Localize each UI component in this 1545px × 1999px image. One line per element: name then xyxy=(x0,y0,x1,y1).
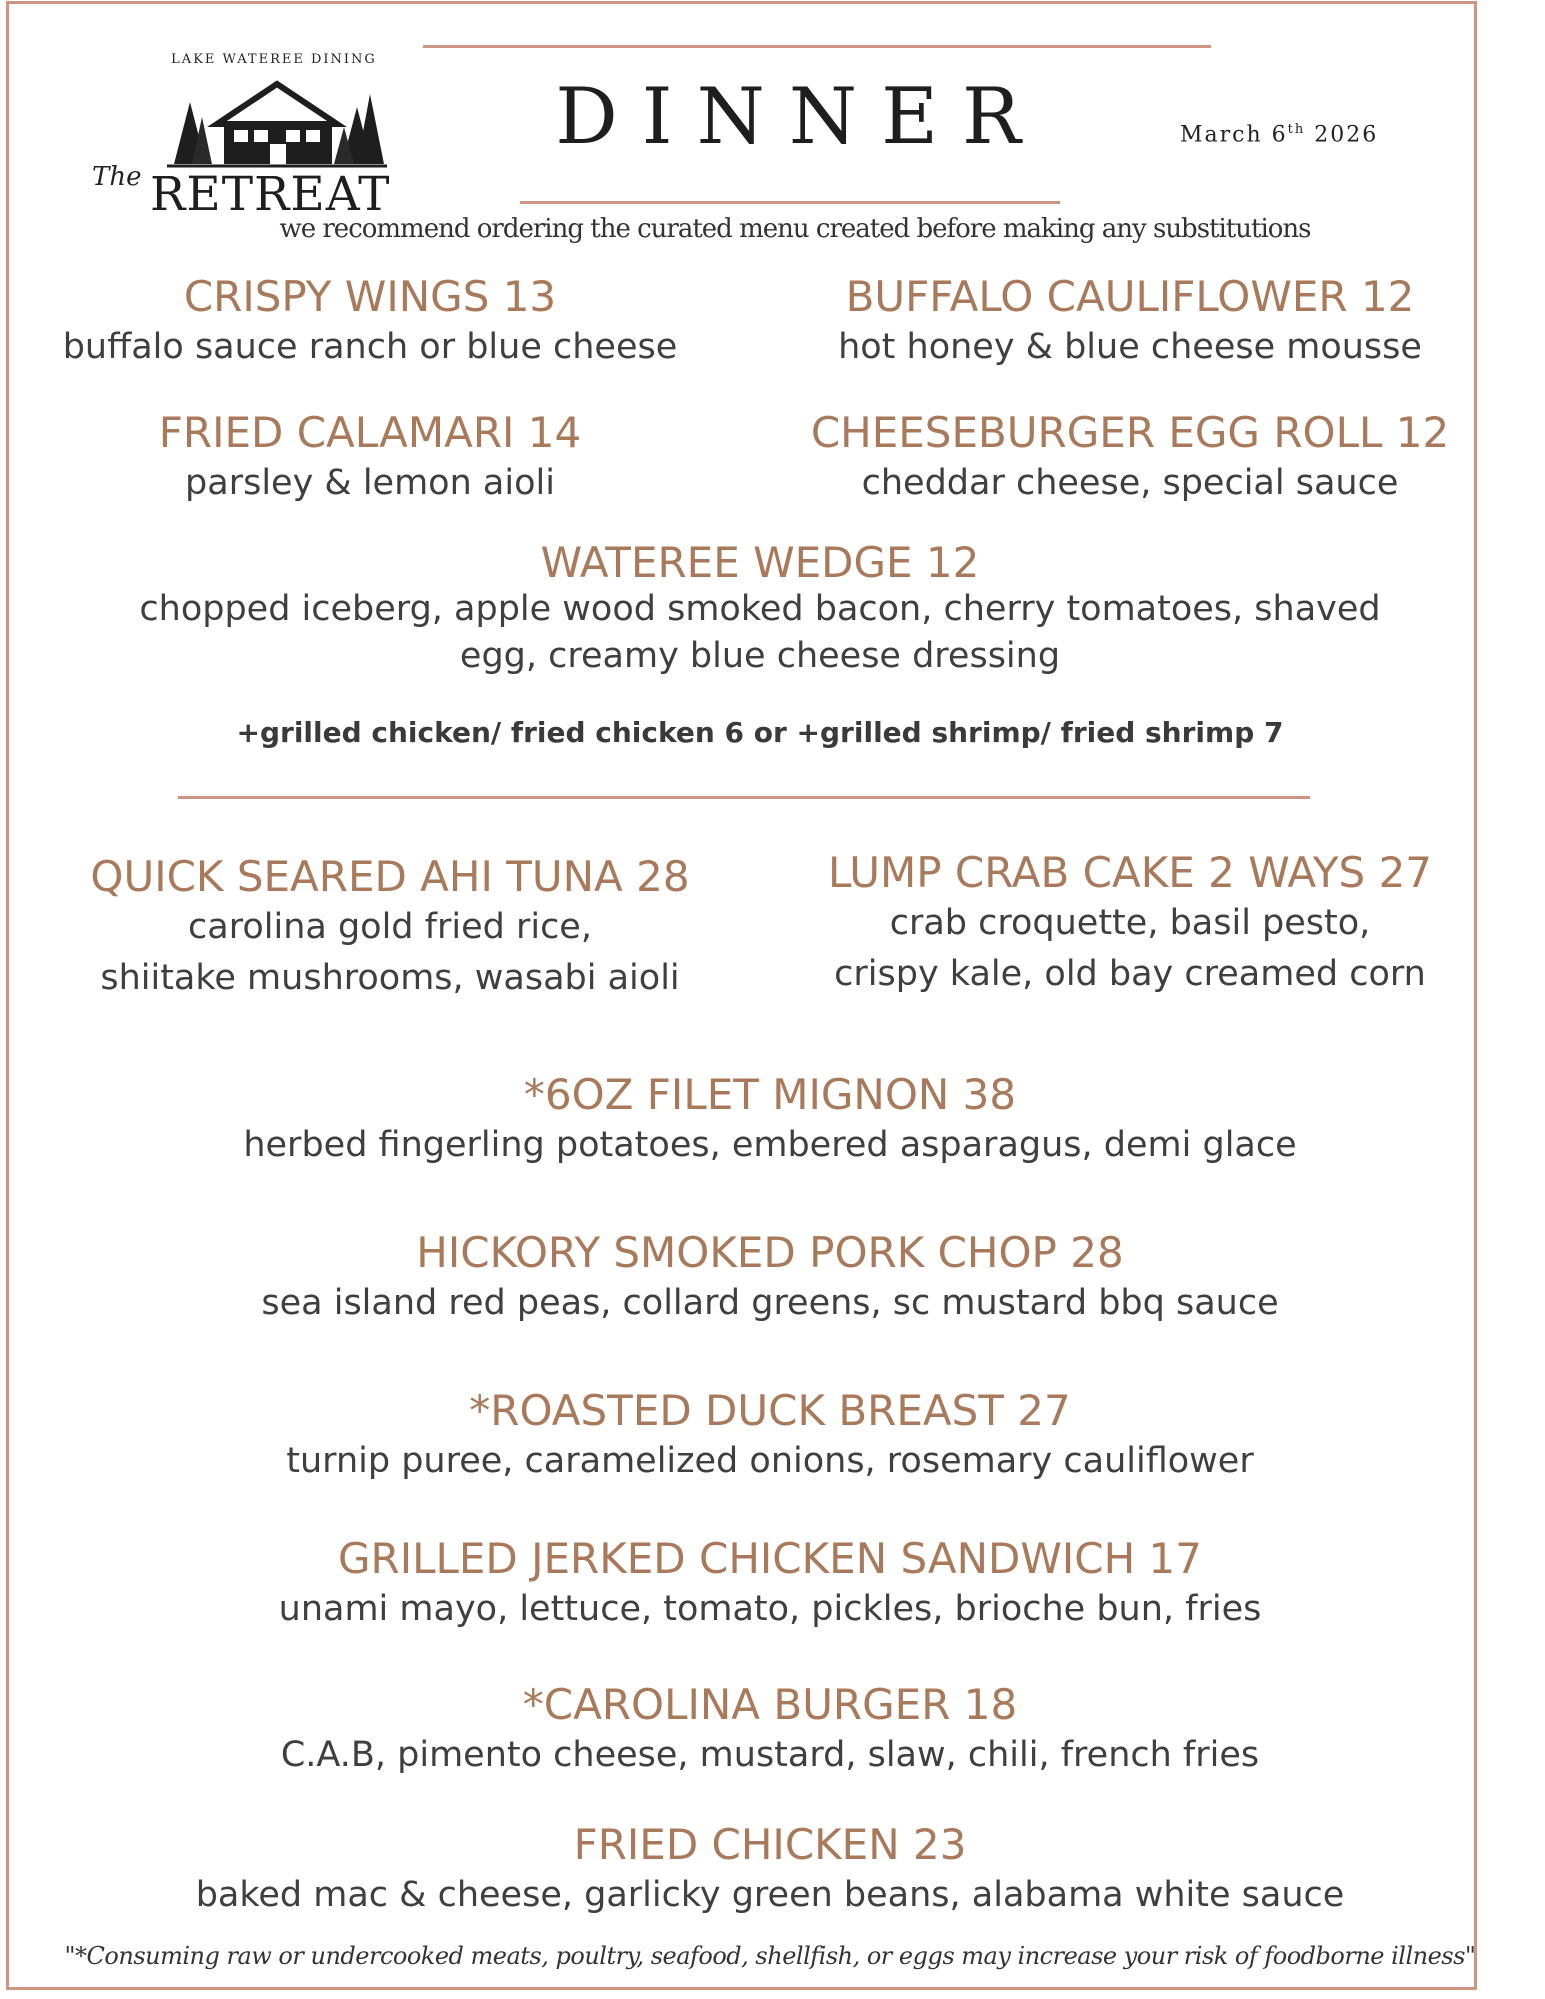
item-name: *ROASTED DUCK BREAST 27 xyxy=(469,1386,1071,1435)
date-main: March 6 xyxy=(1180,122,1288,148)
menu-item-cheeseburger-egg-roll xyxy=(780,408,1480,509)
item-description-line-1: carolina gold fried rice, xyxy=(188,907,592,948)
lodge-trees-icon xyxy=(162,72,392,172)
item-description: unami mayo, lettuce, tomato, pickles, brioche bun, fries xyxy=(278,1589,1262,1630)
item-description: hot honey & blue cheese mousse xyxy=(838,327,1422,368)
menu-item-jerk-chicken-sandwich xyxy=(40,1534,1500,1635)
menu-item-buffalo-cauliflower xyxy=(790,272,1470,373)
item-description-line-2: egg, creamy blue cheese dressing xyxy=(459,636,1061,677)
menu-item-crispy-wings xyxy=(40,272,700,373)
menu-item-fried-calamari xyxy=(40,408,700,509)
menu-item-fried-chicken xyxy=(40,1820,1500,1921)
item-description: parsley & lemon aioli xyxy=(185,463,555,504)
protein-addon-note: +grilled chicken/ fried chicken 6 or +grilled shrimp/ fried shrimp 7 xyxy=(236,716,1284,749)
item-description: sea island red peas, collard greens, sc mustard bbq sauce xyxy=(261,1283,1279,1324)
menu-item-filet-mignon xyxy=(40,1070,1500,1171)
item-description: baked mac & cheese, garlicky green beans, alabama white sauce xyxy=(195,1875,1345,1916)
food-safety-disclaimer: "*Consuming raw or undercooked meats, poultry, seafood, shellfish, or eggs may increase your risk of foodborne illness" xyxy=(64,1942,1476,1970)
section-divider xyxy=(178,796,1310,799)
item-description: herbed fingerling potatoes, embered asparagus, demi glace xyxy=(243,1125,1297,1166)
top-divider xyxy=(423,45,1211,48)
menu-item-carolina-burger xyxy=(40,1680,1500,1781)
item-name: WATEREE WEDGE 12 xyxy=(540,538,980,587)
item-description-line-1: chopped iceberg, apple wood smoked bacon, cherry tomatoes, shaved xyxy=(139,589,1381,630)
menu-item-pork-chop xyxy=(40,1228,1500,1329)
item-name: FRIED CHICKEN 23 xyxy=(573,1820,967,1869)
page-title: DINNER xyxy=(555,72,1045,162)
date-ordinal: th xyxy=(1287,122,1306,137)
item-description: C.A.B, pimento cheese, mustard, slaw, chili, french fries xyxy=(280,1735,1260,1776)
item-name: CHEESEBURGER EGG ROLL 12 xyxy=(810,408,1450,457)
logo-name-text: RETREAT xyxy=(150,167,391,222)
logo-top-text: LAKE WATEREE DINING xyxy=(171,52,377,67)
menu-date xyxy=(1180,122,1378,147)
item-name: BUFFALO CAULIFLOWER 12 xyxy=(845,272,1415,321)
item-name: *6OZ FILET MIGNON 38 xyxy=(523,1070,1017,1119)
item-description-line-2: crispy kale, old bay creamed corn xyxy=(834,954,1426,995)
menu-item-crab-cake xyxy=(780,848,1480,1000)
item-description: turnip puree, caramelized onions, rosemary cauliflower xyxy=(286,1441,1254,1482)
menu-item-wateree-wedge xyxy=(60,538,1460,681)
item-name: *CAROLINA BURGER 18 xyxy=(522,1680,1018,1729)
item-name: GRILLED JERKED CHICKEN SANDWICH 17 xyxy=(337,1534,1203,1583)
title-underline xyxy=(520,201,1060,204)
item-description-line-2: shiitake mushrooms, wasabi aioli xyxy=(100,958,680,999)
logo-the-text: The xyxy=(92,162,142,192)
item-name: HICKORY SMOKED PORK CHOP 28 xyxy=(416,1228,1124,1277)
menu-item-duck-breast xyxy=(40,1386,1500,1487)
item-description: cheddar cheese, special sauce xyxy=(861,463,1399,504)
date-year: 2026 xyxy=(1305,122,1379,148)
item-name: LUMP CRAB CAKE 2 WAYS 27 xyxy=(827,848,1433,897)
menu-item-ahi-tuna xyxy=(60,852,720,1004)
item-name: CRISPY WINGS 13 xyxy=(183,272,557,321)
item-name: FRIED CALAMARI 14 xyxy=(158,408,582,457)
item-description-line-1: crab croquette, basil pesto, xyxy=(889,903,1371,944)
item-description: buffalo sauce ranch or blue cheese xyxy=(62,327,678,368)
item-name: QUICK SEARED AHI TUNA 28 xyxy=(90,852,690,901)
recommendation-note: we recommend ordering the curated menu created before making any substitutions xyxy=(279,214,1311,244)
restaurant-logo xyxy=(92,52,392,222)
